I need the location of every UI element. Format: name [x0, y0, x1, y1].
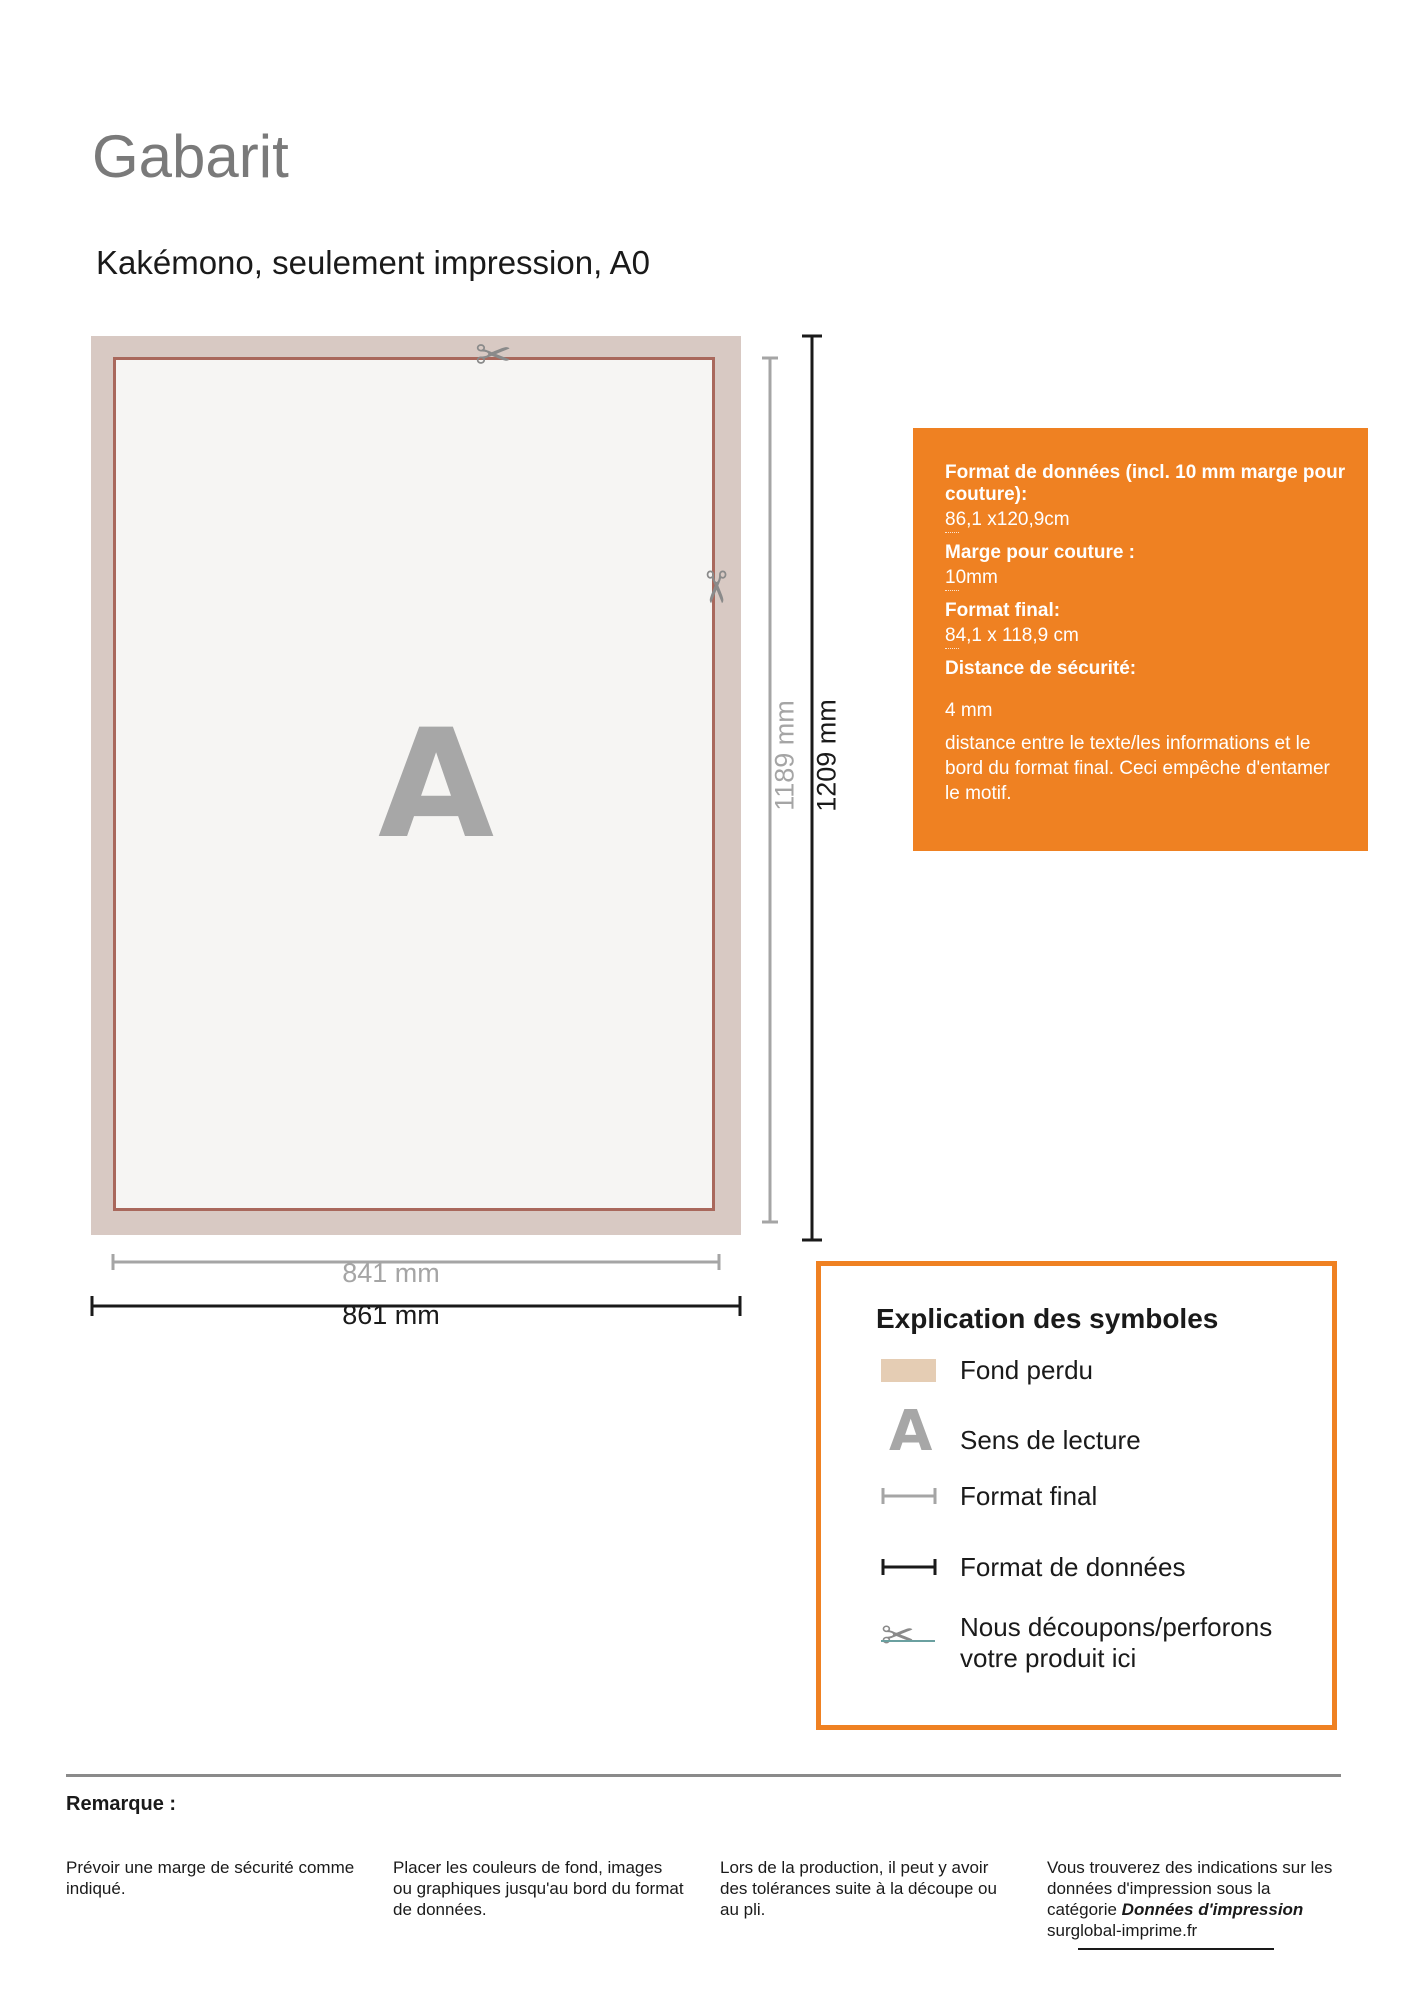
legend-item-cut: Nous découpons/perforons votre produit ici: [960, 1612, 1273, 1673]
final-height-label: 1189 mm: [769, 700, 800, 811]
scissors-icon: ✂: [881, 1614, 915, 1658]
divider: [66, 1774, 1341, 1777]
legend-title: Explication des symboles: [876, 1303, 1219, 1334]
remark-safety: Prévoir une marge de sécurité comme indiqué.: [66, 1858, 355, 1898]
remark-print-data-text: Vous trouverez des indications sur les données d'impression sous la catégorie: [1047, 1858, 1333, 1919]
data-format-heading: Format de données (incl. 10 mm marge pour couture):: [945, 462, 1346, 505]
remark-tolerances: Lors de la production, il peut y avoir des tolérances suite à la découpe ou au pli.: [720, 1858, 997, 1919]
symbol-legend: [816, 1261, 1337, 1730]
data-format-value: 86,1 x120,9cm: [945, 508, 1348, 532]
data-width-label: 861 mm: [342, 1300, 440, 1330]
bleed-swatch-icon: [881, 1359, 936, 1382]
legend-item-data: Format de données: [960, 1552, 1186, 1582]
seam-value: 10mm: [945, 566, 1348, 590]
seam-heading: Marge pour couture :: [945, 542, 1136, 563]
safety-note: distance entre le texte/les informations et le bord du format final. Ceci empêche d'entamer le motif.: [945, 733, 1330, 804]
final-width-label: 841 mm: [342, 1258, 440, 1288]
format-info-box: [913, 428, 1368, 851]
scissors-icon: ✂: [690, 568, 740, 606]
reading-direction-icon: A: [889, 1399, 933, 1464]
legend-item-reading: Sens de lecture: [960, 1425, 1141, 1455]
website-link[interactable]: surglobal-imprime.fr: [1047, 1921, 1198, 1940]
final-format-heading: Format final:: [945, 600, 1061, 621]
remark-title: Remarque :: [66, 1793, 177, 1815]
print-data-category: Données d'impression: [1121, 1900, 1304, 1919]
safety-value: 4 mm: [945, 700, 993, 721]
product-subtitle: Kakémono, seulement impression, A0: [96, 244, 650, 281]
website-underline: [1078, 1948, 1274, 1950]
remark-print-data: [1047, 1857, 1339, 1941]
final-format-line-icon: [881, 1486, 937, 1506]
reading-direction-letter: A: [378, 698, 495, 872]
page-title: Gabarit: [92, 123, 289, 190]
safety-heading: Distance de sécurité:: [945, 658, 1137, 679]
scissors-icon: ✂: [475, 331, 512, 380]
legend-item-final: Format final: [960, 1481, 1098, 1511]
data-format-line-icon: [881, 1557, 937, 1577]
remark-background: Placer les couleurs de fond, images ou graphiques jusqu'au bord du format de données.: [393, 1858, 684, 1919]
data-height-label: 1209 mm: [811, 699, 842, 812]
cut-line-icon: [881, 1640, 935, 1642]
legend-item-bleed: Fond perdu: [960, 1355, 1093, 1385]
final-format-value: 84,1 x 118,9 cm: [945, 624, 1348, 648]
